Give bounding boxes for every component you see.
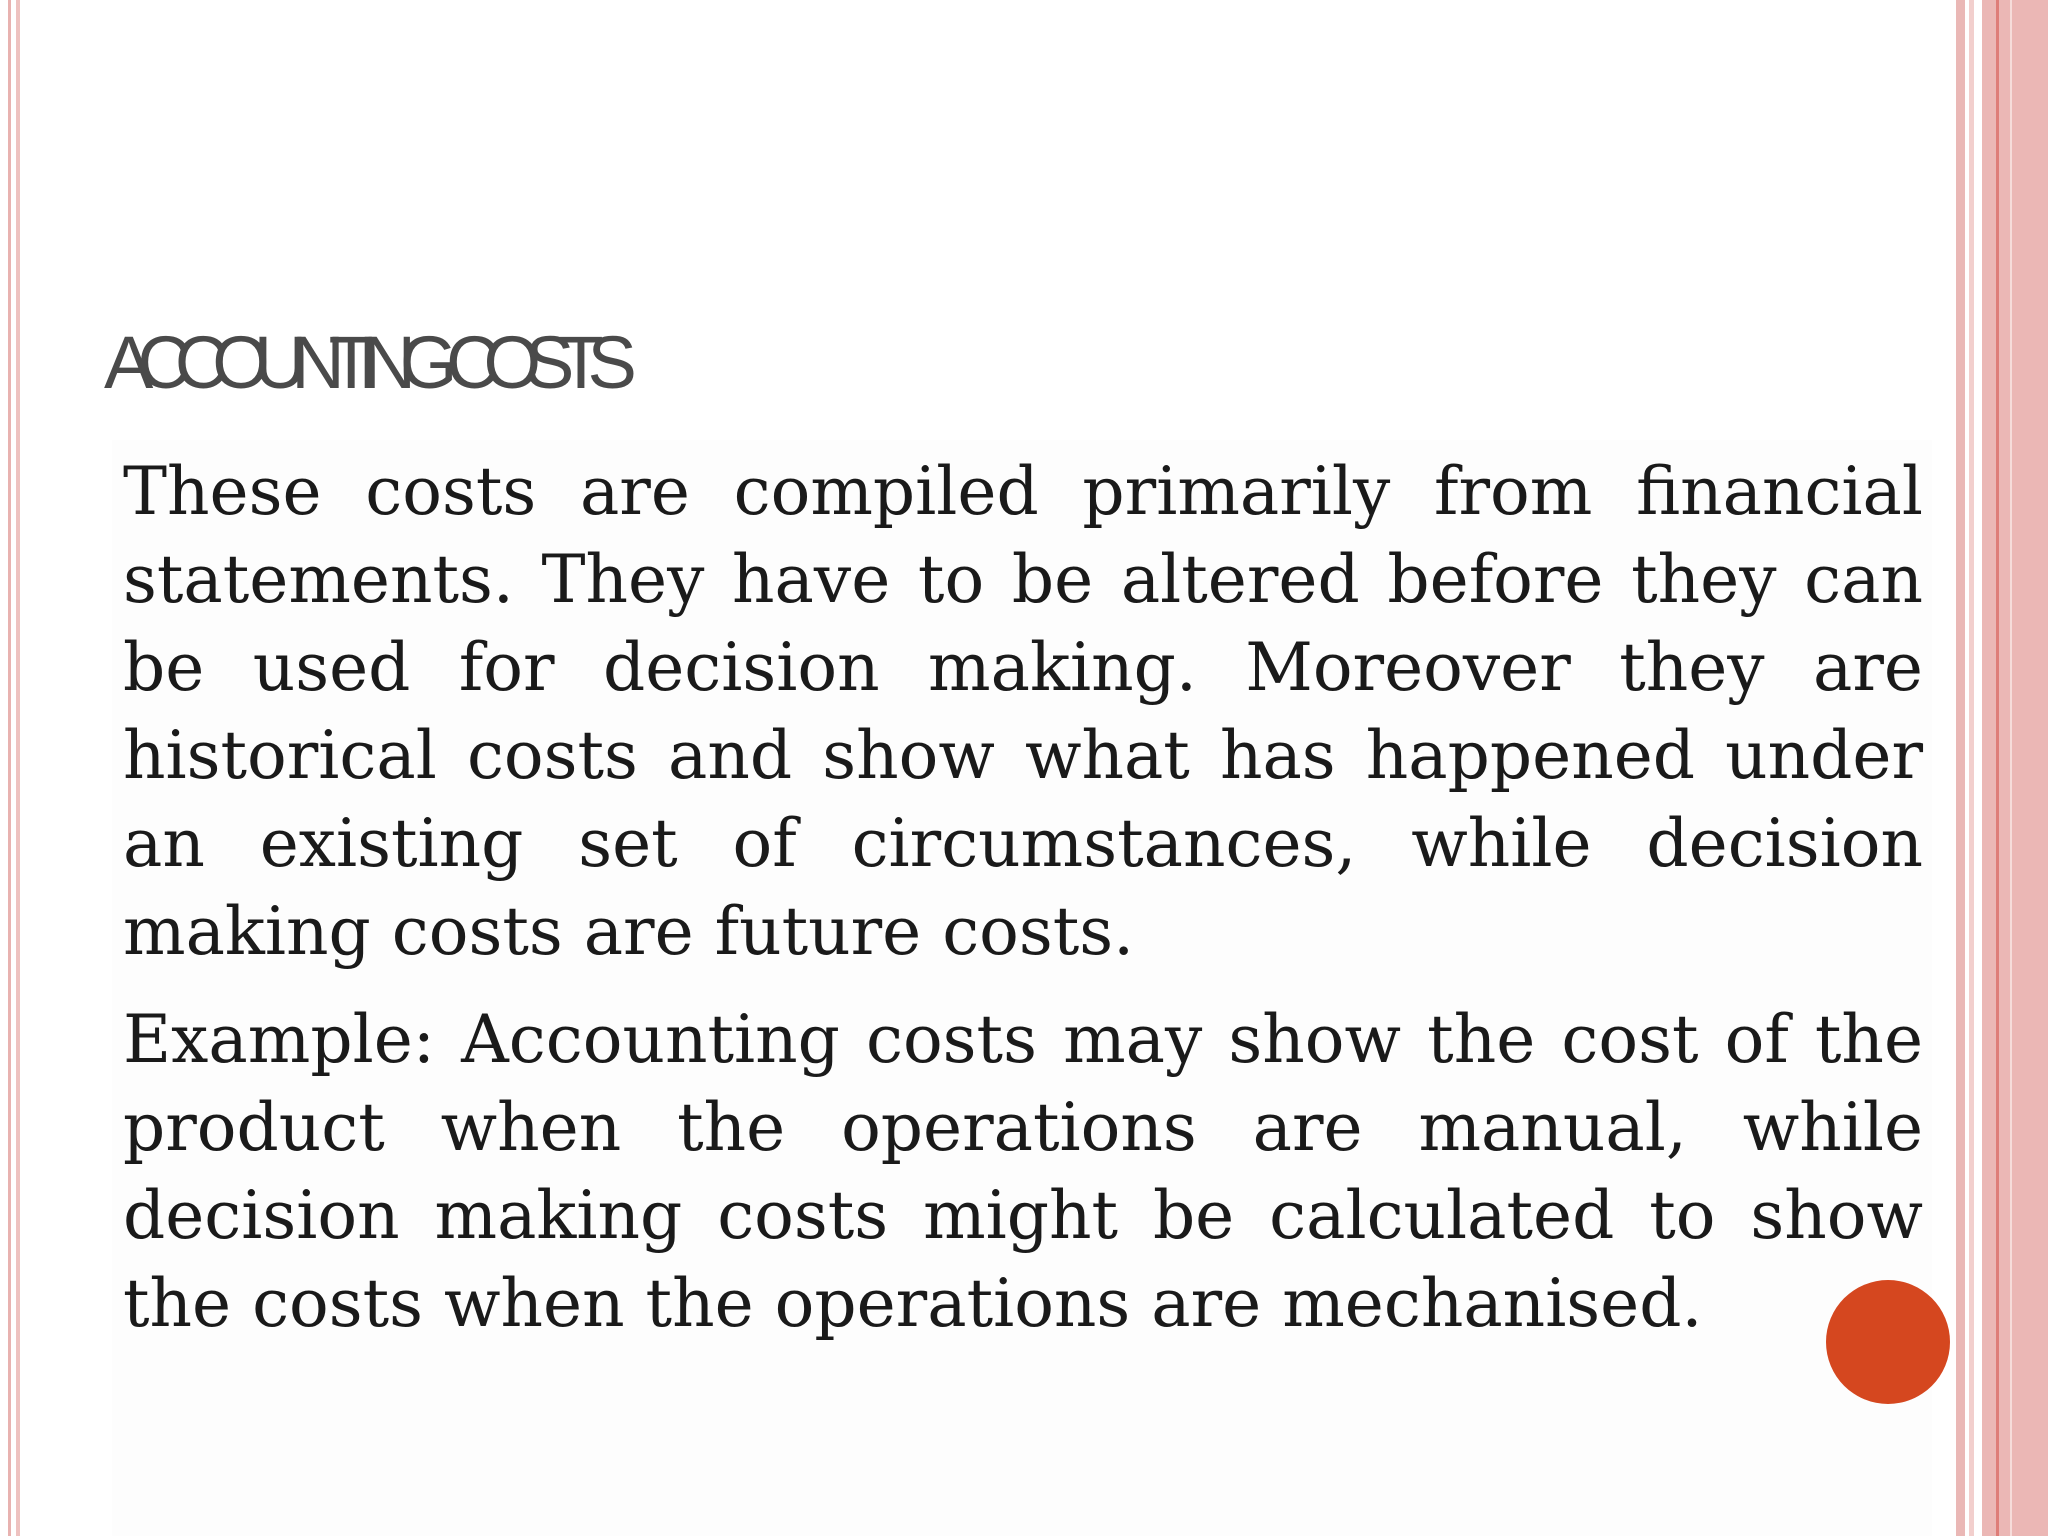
slide-title: ACCOUNTING COSTS bbox=[104, 321, 621, 404]
left-border-line-inner bbox=[16, 0, 20, 1536]
right-border-stripe-light bbox=[1969, 0, 1974, 1536]
right-border-stripe bbox=[1956, 0, 1965, 1536]
body-paragraph-example: Example: Accounting costs may show the cost of the product when the operations are manual, while decision making costs might be calculated to show the costs when the operations are mechanised. bbox=[123, 1001, 1923, 1342]
right-border-highlight bbox=[2010, 0, 2012, 1536]
accent-dot bbox=[1826, 1280, 1950, 1404]
body-paragraph-definition: These costs are compiled primarily from financial statements. They have to be altered before they can be used for decision making. Moreover they are historical costs and show what has happened under an existing set of circumstances, while decision making costs are future costs. bbox=[123, 453, 1923, 970]
left-border-line bbox=[8, 0, 11, 1536]
slide-body bbox=[123, 448, 1923, 1368]
right-border-band bbox=[1982, 0, 2048, 1536]
right-border-red-line bbox=[1996, 0, 1999, 1536]
